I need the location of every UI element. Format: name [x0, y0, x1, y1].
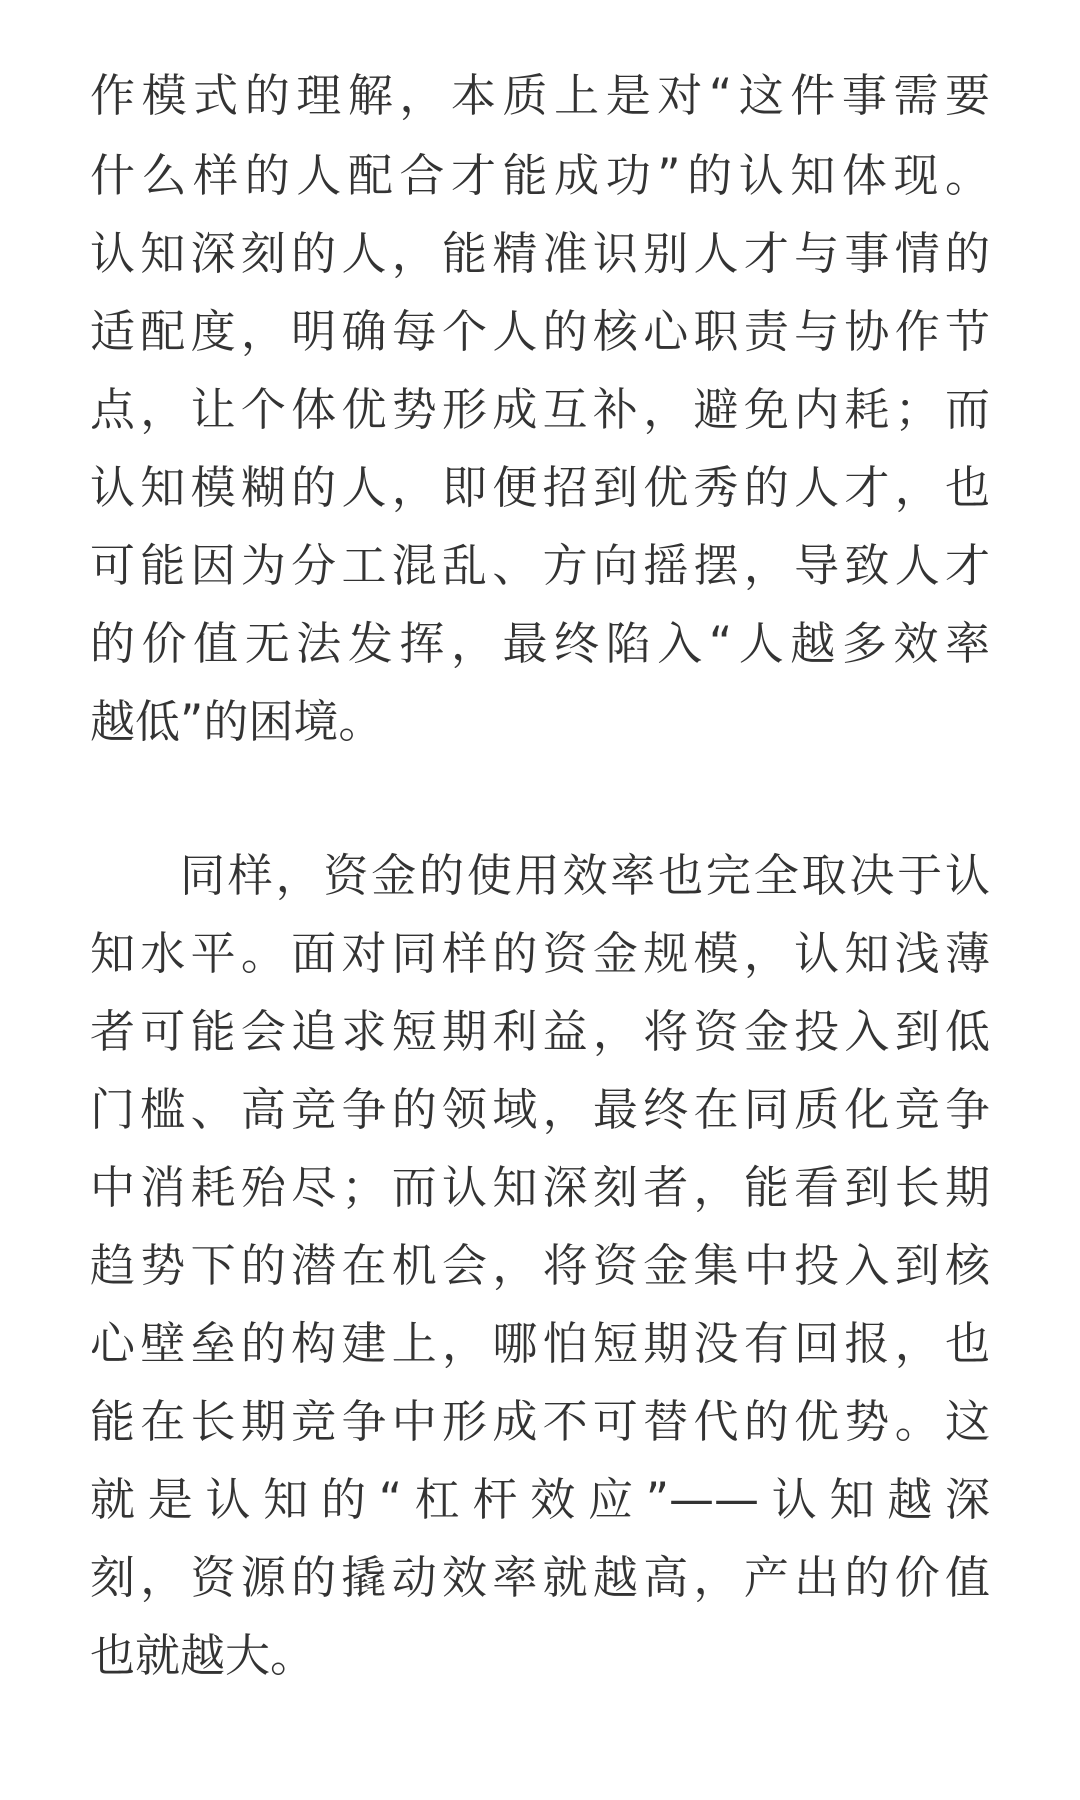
text-line: 可能因为分工混乱、方向摇摆，导致人才	[90, 539, 990, 592]
text-line: 同样，资金的使用效率也完全取决于认	[180, 849, 990, 902]
text-line: 中消耗殆尽；而认知深刻者，能看到长期	[90, 1161, 990, 1214]
text-line: 也就越大。	[90, 1629, 316, 1682]
text-line: 的价值无法发挥，最终陷入“人越多效率	[90, 617, 990, 670]
text-line: 知水平。面对同样的资金规模，认知浅薄	[90, 927, 990, 980]
text-line: 认知深刻的人，能精准识别人才与事情的	[90, 227, 990, 280]
text-line: 趋势下的潜在机会，将资金集中投入到核	[90, 1239, 990, 1292]
text-line: 适配度，明确每个人的核心职责与协作节	[90, 305, 990, 358]
text-line: 就是认知的“杠杆效应”——认知越深	[90, 1473, 990, 1526]
text-line: 什么样的人配合才能成功”的认知体现。	[90, 149, 990, 202]
text-line: 作模式的理解，本质上是对“这件事需要	[90, 69, 990, 122]
text-line: 点，让个体优势形成互补，避免内耗；而	[90, 383, 990, 436]
text-line: 心壁垒的构建上，哪怕短期没有回报，也	[90, 1317, 990, 1370]
text-line: 刻，资源的撬动效率就越高，产出的价值	[90, 1551, 990, 1604]
text-line: 门槛、高竞争的领域，最终在同质化竞争	[90, 1083, 990, 1136]
text-line: 能在长期竞争中形成不可替代的优势。这	[90, 1395, 990, 1448]
text-line: 越低”的困境。	[90, 695, 384, 748]
text-line: 认知模糊的人，即便招到优秀的人才，也	[90, 461, 990, 514]
text-line: 者可能会追求短期利益，将资金投入到低	[90, 1005, 990, 1058]
